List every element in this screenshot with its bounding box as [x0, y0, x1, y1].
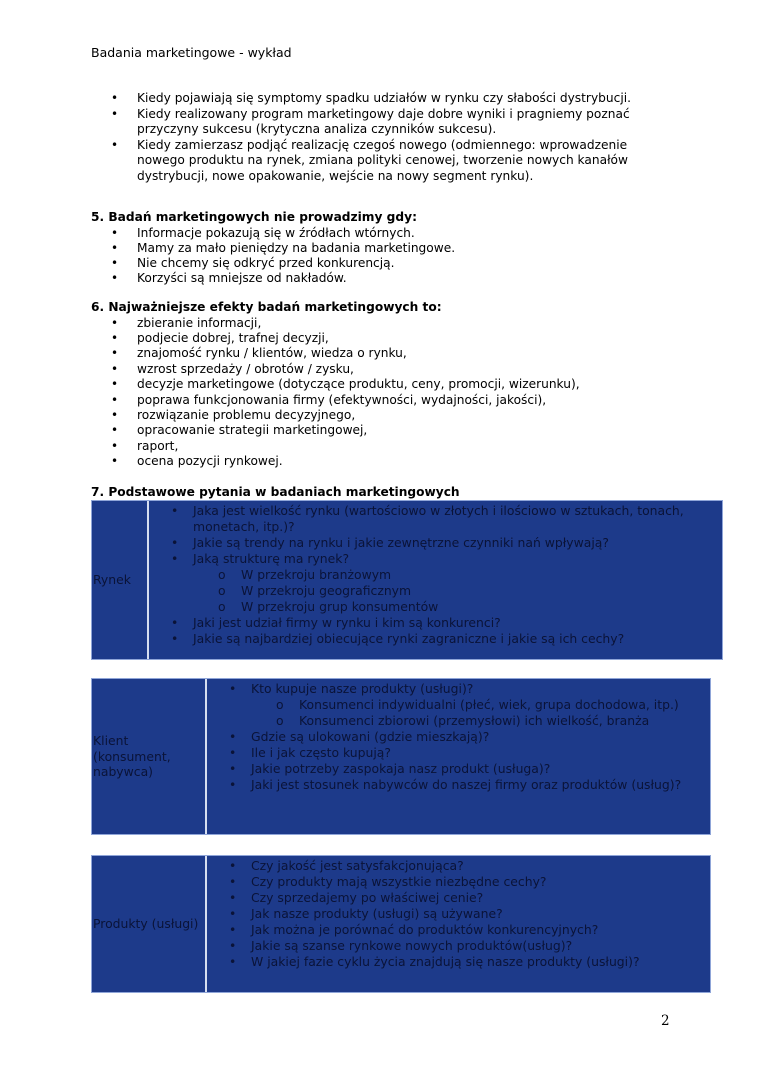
- list-item: • decyzje marketingowe (dotyczące produktu, ceny, promocji, wizerunku),: [91, 377, 671, 392]
- klient-label: Klient (konsument, nabywca): [92, 679, 207, 834]
- klient-questions: [209, 681, 704, 793]
- list-item: • Czy sprzedajemy po właściwej cenie?: [209, 890, 704, 906]
- section-6-list: [91, 316, 671, 470]
- klient-sub-list: [251, 697, 704, 729]
- klient-question-list: [209, 681, 704, 793]
- produkty-label: Produkty (usługi): [92, 856, 207, 992]
- list-item: • opracowanie strategii marketingowej,: [91, 423, 671, 438]
- list-item: • Kiedy realizowany program marketingowy daje dobre wyniki i pragniemy poznać przyczyny sukcesu (krytyczna analiza czynników sukcesu).: [91, 107, 671, 138]
- list-item: • Jaki jest udział firmy w rynku i kim są konkurenci?: [151, 615, 716, 631]
- produkty-table: [91, 855, 711, 993]
- sub-list-item: o W przekroju grup konsumentów: [193, 599, 716, 615]
- sub-list-item: o W przekroju branżowym: [193, 567, 716, 583]
- list-item: • poprawa funkcjonowania firmy (efektywności, wydajności, jakości),: [91, 393, 671, 408]
- list-item: • Kiedy zamierzasz podjąć realizację czegoś nowego (odmiennego: wprowadzenie nowego produktu na rynek, zmiana polityki cenowej, tworzenie nowych kanałów dystrybucji, nowe opakowanie, wejście na nowy segment rynku).: [91, 138, 671, 185]
- list-item: • znajomość rynku / klientów, wiedza o rynku,: [91, 346, 671, 361]
- page-header: Badania marketingowe - wykład: [91, 45, 292, 60]
- list-item: • ocena pozycji rynkowej.: [91, 454, 671, 469]
- list-item-text: Kto kupuje nasze produkty (usługi)?: [251, 681, 474, 696]
- list-item: • Mamy za mało pieniędzy na badania marketingowe.: [91, 241, 671, 256]
- intro-bullet-list: [91, 91, 671, 184]
- intro-list-block: [91, 91, 671, 184]
- list-item: • Gdzie są ulokowani (gdzie mieszkają)?: [209, 729, 704, 745]
- list-item: • Nie chcemy się odkryć przed konkurencją.: [91, 256, 671, 271]
- list-item: • Kiedy pojawiają się symptomy spadku udziałów w rynku czy słabości dystrybucji.: [91, 91, 671, 107]
- list-item: • zbieranie informacji,: [91, 316, 671, 331]
- list-item: • Informacje pokazują się w źródłach wtórnych.: [91, 226, 671, 241]
- section-5-title: 5. Badań marketingowych nie prowadzimy gdy:: [91, 210, 417, 224]
- rynek-questions: [151, 503, 716, 647]
- list-item: • raport,: [91, 439, 671, 454]
- section-6-title: 6. Najważniejsze efekty badań marketingowych to:: [91, 300, 442, 314]
- list-item: • Jakie są szanse rynkowe nowych produktów(usług)?: [209, 938, 704, 954]
- section-7: [91, 485, 671, 501]
- list-item: • Jak nasze produkty (usługi) są używane?: [209, 906, 704, 922]
- sub-list-item: o Konsumenci zbiorowi (przemysłowi) ich wielkość, branża: [251, 713, 704, 729]
- section-5-list: [91, 226, 671, 287]
- section-6: [91, 300, 671, 470]
- list-item: • Jaki jest stosunek nabywców do naszej firmy oraz produktów (usług)?: [209, 777, 704, 793]
- list-item: • wzrost sprzedaży / obrotów / zysku,: [91, 362, 671, 377]
- list-item: • W jakiej fazie cyklu życia znajdują się nasze produkty (usługi)?: [209, 954, 704, 970]
- produkty-questions: [209, 858, 704, 970]
- list-item: • Jakie potrzeby zaspokaja nasz produkt (usługa)?: [209, 761, 704, 777]
- rynek-table: [91, 500, 723, 660]
- section-5: [91, 210, 671, 287]
- list-item: [151, 551, 716, 615]
- list-item: [209, 681, 704, 729]
- list-item: • Jakie są najbardziej obiecujące rynki zagraniczne i jakie są ich cechy?: [151, 631, 716, 647]
- section-7-title: 7. Podstawowe pytania w badaniach marketingowych: [91, 485, 460, 499]
- list-item: • Ile i jak często kupują?: [209, 745, 704, 761]
- sub-list-item: o W przekroju geograficznym: [193, 583, 716, 599]
- produkty-question-list: [209, 858, 704, 970]
- list-item: • Korzyści są mniejsze od nakładów.: [91, 271, 671, 286]
- rynek-question-list: [151, 503, 716, 647]
- rynek-sub-list: [193, 567, 716, 615]
- list-item: • podjecie dobrej, trafnej decyzji,: [91, 331, 671, 346]
- list-item: • Jak można je porównać do produktów konkurencyjnych?: [209, 922, 704, 938]
- list-item: • Czy jakość jest satysfakcjonująca?: [209, 858, 704, 874]
- list-item: • Czy produkty mają wszystkie niezbędne cechy?: [209, 874, 704, 890]
- sub-list-item: o Konsumenci indywidualni (płeć, wiek, grupa dochodowa, itp.): [251, 697, 704, 713]
- page-number: 2: [661, 1013, 670, 1029]
- list-item: • rozwiązanie problemu decyzyjnego,: [91, 408, 671, 423]
- rynek-label: Rynek: [92, 501, 149, 659]
- klient-table: [91, 678, 711, 835]
- list-item: • Jaka jest wielkość rynku (wartościowo w złotych i ilościowo w sztukach, tonach, monetach, itp.)?: [151, 503, 716, 535]
- list-item-text: Jaką strukturę ma rynek?: [193, 551, 350, 566]
- list-item: • Jakie są trendy na rynku i jakie zewnętrzne czynniki nań wpływają?: [151, 535, 716, 551]
